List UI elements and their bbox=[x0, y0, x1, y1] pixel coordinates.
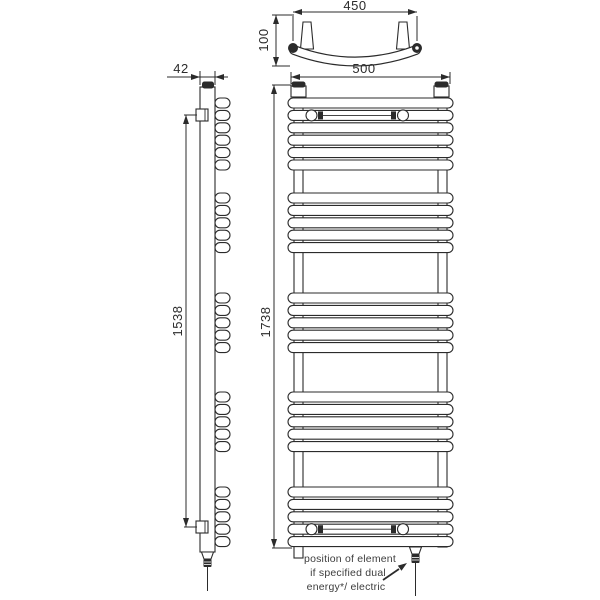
towel-bar-side bbox=[215, 318, 230, 328]
element-neck-side bbox=[202, 552, 214, 559]
bracket-clip bbox=[318, 111, 323, 119]
dim-100 bbox=[256, 15, 294, 66]
towel-bar-side bbox=[215, 230, 230, 240]
towel-bar bbox=[288, 404, 453, 414]
air-vent-base bbox=[291, 86, 306, 97]
heating-element-side bbox=[204, 559, 212, 567]
towel-bar-side bbox=[215, 148, 230, 158]
towel-bar bbox=[288, 512, 453, 522]
towel-bar-side bbox=[215, 123, 230, 133]
dim-1738 bbox=[258, 85, 292, 548]
dim-arrow-right bbox=[191, 74, 200, 80]
towel-bar-side bbox=[215, 218, 230, 228]
towel-bar-side bbox=[215, 135, 230, 145]
towel-bar bbox=[288, 218, 453, 228]
annotation-line-3: energy*/ electric bbox=[306, 581, 386, 593]
annotation-line-1: position of element bbox=[304, 553, 396, 565]
air-vent-base bbox=[434, 86, 449, 97]
wall-bracket-top-view bbox=[301, 22, 314, 49]
front-view bbox=[258, 61, 453, 596]
dim-arrow-right bbox=[441, 74, 450, 80]
towel-bar-side bbox=[215, 537, 230, 547]
dim-arrow-down bbox=[273, 57, 279, 66]
dim-500 bbox=[291, 61, 450, 84]
dim-arrow-left bbox=[293, 9, 302, 15]
wall-bracket-side bbox=[196, 521, 208, 533]
annotation bbox=[304, 553, 407, 593]
dim-arrow-left bbox=[291, 74, 300, 80]
towel-bar bbox=[288, 98, 453, 108]
towel-bar-side bbox=[215, 243, 230, 253]
towel-bar bbox=[288, 123, 453, 133]
dim-42 bbox=[167, 61, 228, 85]
towel-bar bbox=[288, 487, 453, 497]
mounting-circle bbox=[306, 110, 317, 121]
side-vertical-tube bbox=[200, 87, 215, 552]
towel-bar bbox=[288, 243, 453, 253]
towel-bar bbox=[288, 318, 453, 328]
top-view bbox=[256, 0, 422, 66]
towel-bar bbox=[288, 429, 453, 439]
wall-bracket-top-view bbox=[397, 22, 410, 49]
towel-bar-side bbox=[215, 205, 230, 215]
towel-bar-side bbox=[215, 98, 230, 108]
dim-label-1538: 1538 bbox=[170, 305, 185, 337]
air-vent-cap bbox=[292, 82, 306, 88]
towel-bar-side bbox=[215, 417, 230, 427]
mounting-circle bbox=[306, 524, 317, 535]
dim-1538 bbox=[170, 115, 197, 527]
dim-arrow-up bbox=[183, 115, 189, 124]
side-view bbox=[167, 61, 230, 591]
towel-bar bbox=[288, 499, 453, 509]
front-towel-bars bbox=[288, 98, 453, 547]
towel-bar-side bbox=[215, 524, 230, 534]
dim-arrow-up bbox=[271, 85, 277, 94]
dim-label-1738: 1738 bbox=[258, 306, 273, 338]
wall-bracket-side bbox=[196, 109, 208, 121]
annotation-line-2: if specified dual bbox=[310, 567, 386, 579]
wall-fixing-dot bbox=[288, 43, 298, 53]
towel-bar bbox=[288, 293, 453, 303]
towel-bar-side bbox=[215, 193, 230, 203]
towel-bar bbox=[288, 205, 453, 215]
dim-arrow-right bbox=[408, 9, 417, 15]
towel-bar-side bbox=[215, 499, 230, 509]
towel-bar-side bbox=[215, 110, 230, 120]
dim-arrow-up bbox=[273, 15, 279, 24]
towel-bar-side bbox=[215, 343, 230, 353]
bracket-clip bbox=[391, 111, 396, 119]
dim-label-500: 500 bbox=[352, 61, 376, 76]
side-bar-ends bbox=[215, 98, 230, 547]
towel-bar bbox=[288, 442, 453, 452]
towel-bar-side bbox=[215, 512, 230, 522]
air-vent-cap bbox=[435, 82, 449, 88]
mounting-circle bbox=[398, 524, 409, 535]
dim-label-450: 450 bbox=[343, 0, 367, 13]
heating-element-front bbox=[412, 554, 420, 563]
towel-bar-side bbox=[215, 330, 230, 340]
towel-bar-side bbox=[215, 429, 230, 439]
towel-bar bbox=[288, 305, 453, 315]
towel-bar-side bbox=[215, 487, 230, 497]
bracket-clip bbox=[391, 525, 396, 533]
towel-bar-side bbox=[215, 293, 230, 303]
dim-arrow-down bbox=[183, 518, 189, 527]
dim-label-42: 42 bbox=[173, 61, 189, 76]
element-neck-front bbox=[410, 547, 422, 554]
towel-bar bbox=[288, 537, 453, 547]
towel-bar-side bbox=[215, 305, 230, 315]
mounting-circle bbox=[398, 110, 409, 121]
towel-bar bbox=[288, 193, 453, 203]
dim-arrow-left bbox=[215, 74, 224, 80]
wall-fixing-hole bbox=[415, 46, 419, 50]
towel-bar-side bbox=[215, 442, 230, 452]
dim-label-100: 100 bbox=[256, 28, 271, 52]
towel-bar bbox=[288, 230, 453, 240]
towel-bar-side bbox=[215, 404, 230, 414]
towel-bar-side bbox=[215, 392, 230, 402]
towel-bar bbox=[288, 343, 453, 353]
towel-bar-side bbox=[215, 160, 230, 170]
towel-bar bbox=[288, 392, 453, 402]
towel-bar bbox=[288, 330, 453, 340]
towel-bar bbox=[288, 417, 453, 427]
towel-bar bbox=[288, 160, 453, 170]
bracket-clip bbox=[318, 525, 323, 533]
towel-bar bbox=[288, 148, 453, 158]
air-vent-cap-side bbox=[202, 82, 214, 89]
towel-bar bbox=[288, 135, 453, 145]
dim-arrow-down bbox=[271, 539, 277, 548]
